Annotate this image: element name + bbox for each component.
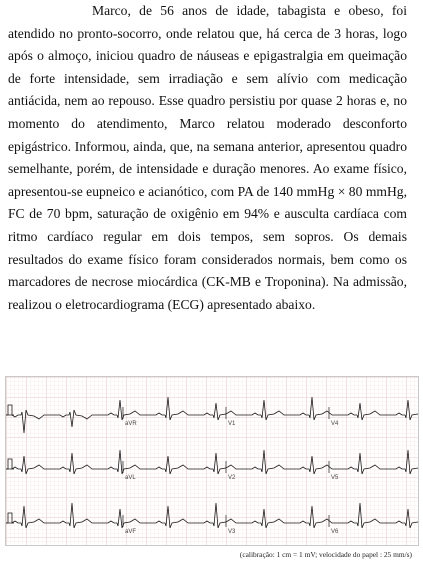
lead-label: V4 xyxy=(331,421,339,427)
ecg-figure xyxy=(5,376,419,546)
lead-label: V5 xyxy=(331,475,339,481)
lead-label: aVF xyxy=(125,529,137,535)
ecg-tracing xyxy=(6,377,418,545)
lead-label: V1 xyxy=(228,421,236,427)
ecg-grid xyxy=(6,377,418,545)
lead-label: V2 xyxy=(228,475,236,481)
case-description-paragraph: Marco, de 56 anos de idade, tabagista e obeso, foi atendido no pronto-socorro, onde relatou que, há cerca de 3 horas, logo após o almoço, iniciou quadro de náuseas e epigastralgia em queimação de forte intensidade, sem irradiação e sem alívio com medicação antiácida, nem ao repouso. Esse quadro persistiu por quase 2 horas e, no momento do atendimento, Marco relatou moderado desconforto epigástrico. Informou, ainda, que, na semana anterior, apresentou quadro semelhante, porém, de intensidade e duração menores. Ao exame físico, apresentou-se eupneico e acianótico, com PA de 140 mmHg × 80 mmHg, FC de 70 bpm, saturação de oxigênio em 94% e ausculta cardíaca com ritmo cardíaco regular em dois tempos, sem sopros. Os demais resultados do exame físico foram considerados normais, bem como os marcadores de necrose miocárdica (CK-MB e Troponina). Na admissão, realizou o eletrocardiograma (ECG) apresentado abaixo. xyxy=(8,3,407,312)
lead-label: V3 xyxy=(228,529,236,535)
lead-label: V6 xyxy=(331,529,339,535)
lead-label: aVL xyxy=(125,475,136,481)
ecg-calibration-caption: (calibração: 1 cm = 1 mV; velocidade do papel : 25 mm/s) xyxy=(239,550,412,559)
lead-label: aVR xyxy=(125,421,137,427)
